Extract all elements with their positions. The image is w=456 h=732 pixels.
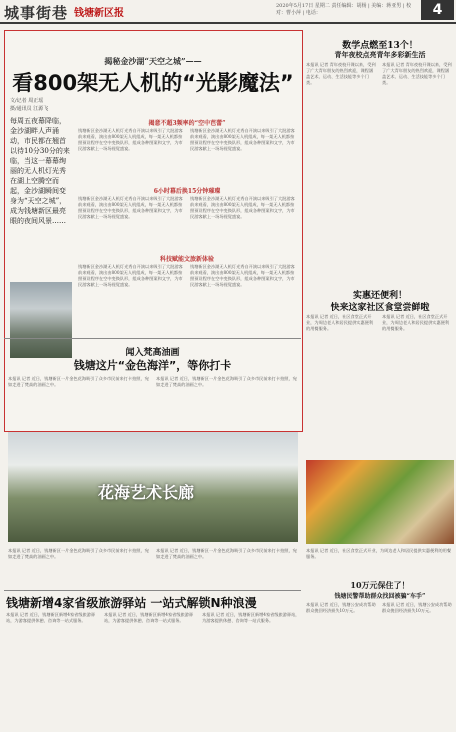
photo-caption: 花海艺术长廊 [98, 483, 195, 502]
body-col-2: 钱塘新区金沙湖无人机灯光秀自开演以来吸引了大批游客前来观看，演出由800架无人机组成，每一架无人机都按照预设程序在空中变换队形，组成各种图案和文字，为市民游客献上一场场视觉盛宴。 [190, 128, 295, 151]
canteen-body-3: 本报讯 记者 近日，社区食堂正式开业，为周边老人和居民提供实惠便利的用餐服务。 [306, 548, 452, 559]
flower-sea-photo [8, 432, 298, 542]
fire-headline-1: 10万元保住了！ [350, 580, 410, 590]
page-number: 4 [421, 0, 454, 20]
newspaper-logo: 钱塘新区报 [74, 8, 124, 19]
byline-photographer: 摄/通讯员 江源飞 [10, 106, 49, 112]
second-body-1: 本报讯 记者 近日，钱塘新区一片金色花海吸引了众多市民前来打卡拍照，宛如走进了梵高的油画之中。 [8, 376, 149, 387]
body-col-4: 钱塘新区金沙湖无人机灯光秀自开演以来吸引了大批游客前来观看，演出由800架无人机组成，每一架无人机都按照预设程序在空中变换队形，组成各种图案和文字，为市民游客献上一场场视觉盛宴。 [190, 196, 295, 219]
second-headline: 钱塘这片“金色海洋”，等你打卡 [73, 359, 232, 372]
side-body-1: 本报讯 记者 青年夜校开课以来，受到了广大青年朋友的热烈欢迎，课程涵盖艺术、运动、生活技能等多个门类。 [306, 62, 376, 85]
fire-body-1: 本报讯 记者 近日，钱塘公安成功帮助群众挽回经济损失10万元。 [306, 602, 376, 613]
side-title-2: 青年夜校点亮青年多彩新生活 [334, 50, 426, 59]
section-title: 城事街巷 [4, 4, 69, 22]
body-col-6: 钱塘新区金沙湖无人机灯光秀自开演以来吸引了大批游客前来观看，演出由800架无人机组成，每一架无人机都按照预设程序在空中变换队形，组成各种图案和文字，为市民游客献上一场场视觉盛宴。 [190, 264, 295, 287]
byline-reporter: 文/记者 周正瑶 [10, 98, 44, 104]
tourism-headline: 钱塘新增4家省级旅游驿站 一站式解锁N种浪漫 [6, 596, 257, 610]
canteen-body-1: 本报讯 记者 近日，社区食堂正式开业，为周边老人和居民提供实惠便利的用餐服务。 [306, 314, 374, 331]
canteen-headline-2: 快来这家社区食堂尝鲜啦 [330, 303, 430, 313]
second-kicker: 闻入梵高油画 [125, 348, 180, 358]
tourism-body-3: 本报讯 记者 近日，钱塘新区新增4家省级旅游驿站，为游客提供休憩、咨询等一站式服务。 [202, 612, 300, 623]
divider-bottom [4, 590, 301, 591]
second-body-3: 本报讯 记者 近日，钱塘新区一片金色花海吸引了众多市民前来打卡拍照，宛如走进了梵高的油画之中。 [8, 548, 149, 559]
masthead [0, 0, 456, 24]
second-body-2: 本报讯 记者 近日，钱塘新区一片金色花海吸引了众多市民前来打卡拍照，宛如走进了梵高的油画之中。 [156, 376, 297, 387]
main-byline [10, 97, 70, 113]
canteen-headline-1: 实惠还便利！ [352, 291, 407, 301]
vegetable-photo [306, 460, 454, 544]
divider [4, 338, 301, 339]
tourism-body-2: 本报讯 记者 近日，钱塘新区新增4家省级旅游驿站，为游客提供休憩、咨询等一站式服务。 [104, 612, 194, 623]
fire-headline-2: 钱塘民警帮助群众找回被骗“车手” [334, 593, 426, 600]
fire-body-2: 本报讯 记者 近日，钱塘公安成功帮助群众挽回经济损失10万元。 [382, 602, 452, 613]
main-kicker: 揭秘金沙湖“天空之城”—— [104, 56, 202, 66]
body-col-5: 钱塘新区金沙湖无人机灯光秀自开演以来吸引了大批游客前来观看，演出由800架无人机组成，每一架无人机都按照预设程序在空中变换队形，组成各种图案和文字，为市民游客献上一场场视觉盛宴。 [78, 264, 183, 287]
tourism-body-1: 本报讯 记者 近日，钱塘新区新增4家省级旅游驿站，为游客提供休憩、咨询等一站式服务。 [6, 612, 96, 623]
main-lead: 每周五夜幕降临，金沙湖畔人声涌动，市民都在翘首以待10分30分的来临，当这一幕幕绚丽的无人机灯光秀在湖上空腾空而起，金沙湖瞬间变身为“天空之城”，成为钱塘新区最亮眼的夜间风景…… [10, 117, 70, 225]
body-col-3: 钱塘新区金沙湖无人机灯光秀自开演以来吸引了大批游客前来观看，演出由800架无人机组成，每一架无人机都按照预设程序在空中变换队形，组成各种图案和文字，为市民游客献上一场场视觉盛宴。 [78, 196, 183, 219]
sub-heading-3: 科技赋能文旅新体验 [159, 256, 214, 263]
side-body-2: 本报讯 记者 青年夜校开课以来，受到了广大青年朋友的热烈欢迎，课程涵盖艺术、运动、生活技能等多个门类。 [382, 62, 452, 85]
body-col-1: 钱塘新区金沙湖无人机灯光秀自开演以来吸引了大批游客前来观看，演出由800架无人机组成，每一架无人机都按照预设程序在空中变换队形，组成各种图案和文字，为市民游客献上一场场视觉盛宴。 [78, 128, 183, 151]
second-body-4: 本报讯 记者 近日，钱塘新区一片金色花海吸引了众多市民前来打卡拍照，宛如走进了梵高的油画之中。 [156, 548, 297, 559]
date-line: 2020年5月17日 星期二 责任编辑：胡杨 | 美编：蒋亚男 | 校对：曹小萍 | 电话： [276, 3, 412, 16]
sub-heading-2: 6小时幕后换15分钟璀璨 [153, 188, 221, 195]
side-title-1: 数学点燃至13个！ [342, 41, 418, 51]
canteen-body-2: 本报讯 记者 近日，社区食堂正式开业，为周边老人和居民提供实惠便利的用餐服务。 [382, 314, 450, 331]
main-headline: 看800架无人机的“光影魔法” [12, 71, 294, 95]
sub-heading-1: 揭意不超3频率的“空中芭蕾” [148, 120, 226, 127]
